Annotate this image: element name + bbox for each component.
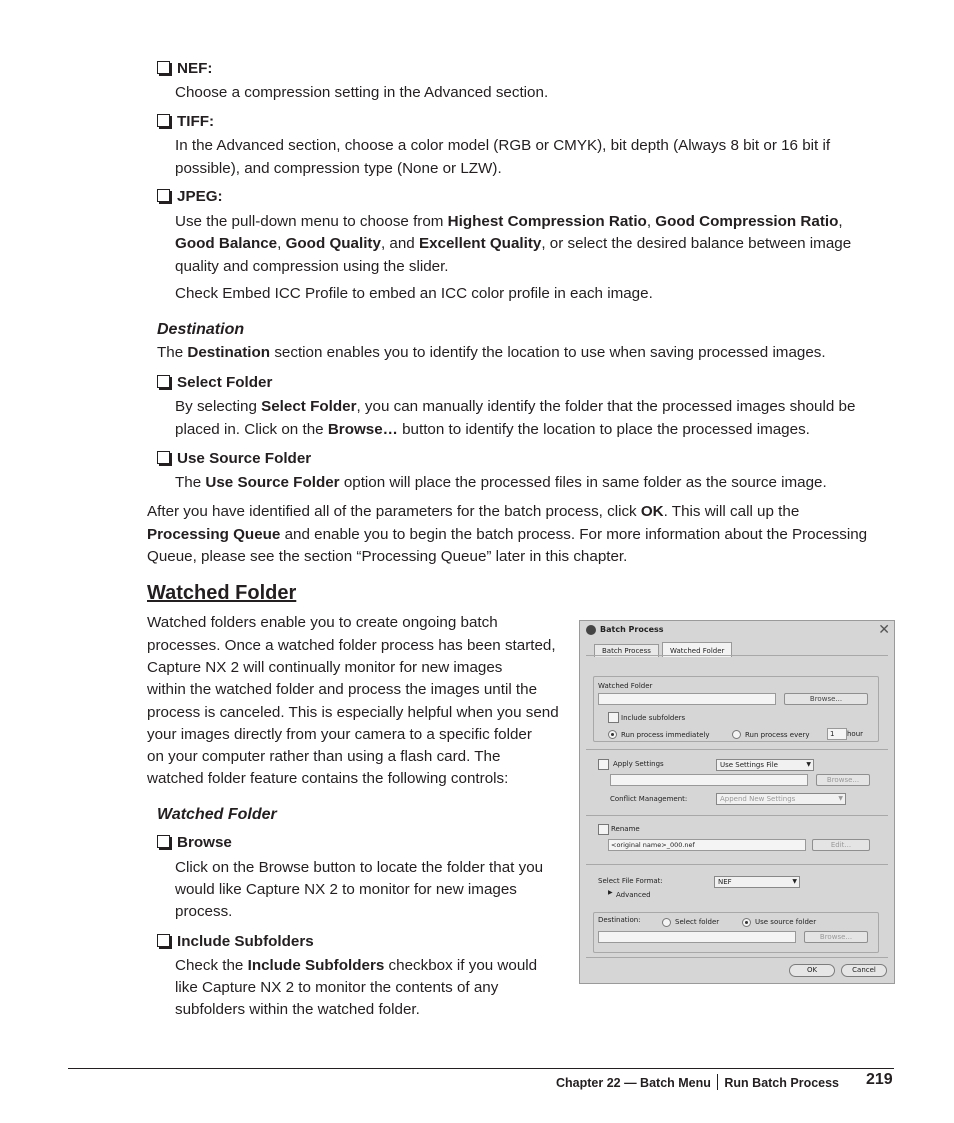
run-immediately-label: Run process immediately (621, 731, 710, 739)
text-run: Processing Queue (147, 526, 281, 543)
watched-intro-line: watched folder feature contains the following controls: (147, 770, 509, 787)
expand-triangle-icon[interactable]: ▶ (608, 889, 613, 896)
select-folder-line (175, 396, 855, 419)
watched-intro-line: processes. Once a watched folder process has been started, (147, 637, 556, 654)
text-run: Good Quality (285, 235, 381, 252)
checkbox-bullet-icon (157, 375, 170, 388)
checkbox-bullet-icon (157, 189, 170, 202)
text-run: Include Subfolders (247, 957, 385, 974)
text-run: , and (380, 235, 419, 252)
text-run: OK (640, 503, 664, 520)
destination-browse-button[interactable]: Browse... (804, 931, 868, 943)
text-run: Use Source Folder (205, 474, 340, 491)
watched-folder-path-input[interactable] (598, 693, 776, 705)
include-subfolders-label: Include subfolders (621, 714, 686, 722)
watched-intro-line: on your computer rather than using a flash card. The (147, 748, 501, 765)
rename-label: Rename (611, 825, 640, 833)
footer-chapter-text: Chapter 22 — Batch Menu (556, 1076, 711, 1090)
checkbox-bullet-icon (157, 61, 170, 74)
apply-settings-label: Apply Settings (613, 760, 664, 768)
destination-path-input[interactable] (598, 931, 796, 943)
tab-batch-process[interactable]: Batch Process (594, 644, 659, 657)
include-line (175, 955, 537, 978)
jpeg-text-line: quality and compression using the slider. (175, 258, 449, 275)
apply-settings-checkbox[interactable] (598, 759, 609, 770)
text-run: Browse… (327, 421, 398, 438)
bullet-label: NEF: (177, 60, 213, 77)
text-run: , (838, 213, 843, 230)
text-run: Good Compression Ratio (655, 213, 839, 230)
text-run: , you can manually identify the folder that the processed images should be (356, 398, 856, 415)
run-every-radio[interactable] (732, 730, 741, 739)
tiff-text-line: possible), and compression type (None or LZW). (175, 160, 502, 177)
file-format-select[interactable]: NEF ▼ (714, 876, 800, 888)
text-run: . This will call up the (663, 503, 800, 520)
text-run: , (646, 213, 656, 230)
bullet-label: JPEG: (177, 188, 223, 205)
bullet-jpeg (157, 188, 223, 205)
section-divider (586, 749, 888, 750)
text-run: Use the pull-down menu to choose from (175, 213, 448, 230)
include-line: subfolders within the watched folder. (175, 1001, 420, 1018)
text-run: After you have identified all of the parameters for the batch process, click (147, 503, 641, 520)
watched-intro-line: process is canceled. This is especially helpful when you send (147, 704, 559, 721)
checkbox-bullet-icon (157, 934, 170, 947)
nef-text: Choose a compression setting in the Advanced section. (175, 84, 549, 101)
cancel-button[interactable]: Cancel (841, 964, 887, 977)
section-divider (586, 864, 888, 865)
bullet-label: Browse (177, 834, 232, 851)
rename-checkbox[interactable] (598, 824, 609, 835)
tab-divider (586, 655, 888, 656)
after-line: Queue, please see the section “Processing Queue” later in this chapter. (147, 548, 628, 565)
text-run: The (175, 474, 206, 491)
text-run: option will place the processed files in same folder as the source image. (339, 474, 827, 491)
text-run: Excellent Quality (418, 235, 542, 252)
nikon-logo-icon (586, 625, 596, 635)
bullet-browse (157, 834, 232, 851)
footer-section-text: Run Batch Process (724, 1076, 840, 1090)
watched-subheading: Watched Folder (157, 806, 277, 823)
watched-folder-heading: Watched Folder (147, 582, 297, 604)
include-line: like Capture NX 2 to monitor the contents of any (175, 979, 499, 996)
tiff-text-line: In the Advanced section, choose a color model (RGB or CMYK), bit depth (Always 8 bit or 16 bit if (175, 137, 831, 154)
text-run: checkbox if you would (384, 957, 538, 974)
rename-input[interactable]: <original name>_000.nef (608, 839, 806, 851)
browse-button[interactable]: Browse... (784, 693, 868, 705)
text-run: button to identify the location to place the processed images. (397, 421, 810, 438)
include-subfolders-checkbox[interactable] (608, 712, 619, 723)
footer-chapter (556, 1074, 839, 1090)
use-source-folder-label: Use source folder (755, 918, 817, 926)
jpeg-text-line (175, 211, 843, 234)
checkbox-bullet-icon (157, 451, 170, 464)
bullet-select-folder (157, 374, 272, 391)
section-divider (586, 957, 888, 958)
select-folder-line (175, 419, 810, 442)
hour-label: hour (847, 730, 864, 738)
bullet-label: TIFF: (177, 113, 215, 130)
browse-line: Click on the Browse button to locate the folder that you (175, 859, 544, 876)
after-line (147, 501, 799, 524)
select-folder-radio[interactable] (662, 918, 671, 927)
watched-intro-line: within the watched folder and process the images until the (147, 681, 538, 698)
page-number: 219 (866, 1071, 893, 1088)
destination-label: Destination: (598, 916, 641, 924)
settings-browse-button[interactable]: Browse... (816, 774, 870, 786)
edit-button[interactable]: Edit... (812, 839, 870, 851)
browse-line: process. (175, 903, 233, 920)
settings-path-input[interactable] (610, 774, 808, 786)
batch-process-dialog (579, 620, 895, 984)
bullet-tiff (157, 113, 214, 130)
file-format-label: Select File Format: (598, 877, 663, 885)
tab-watched-folder[interactable]: Watched Folder (662, 642, 732, 657)
conflict-label: Conflict Management: (610, 795, 688, 803)
text-run: Good Balance (175, 235, 278, 252)
bullet-nef (157, 60, 212, 77)
bullet-label: Select Folder (177, 374, 273, 391)
bullet-use-source (157, 450, 311, 467)
jpeg-text-line: Check Embed ICC Profile to embed an ICC color profile in each image. (175, 285, 653, 302)
run-immediately-radio[interactable] (608, 730, 617, 739)
text-run: , (277, 235, 286, 252)
footer-divider (717, 1074, 719, 1090)
destination-intro (157, 342, 826, 365)
settings-select[interactable]: Use Settings File ▼ (716, 759, 814, 771)
destination-heading: Destination (157, 321, 245, 338)
watched-intro-line: your images directly from your camera to a specific folder (147, 726, 532, 743)
checkbox-bullet-icon (157, 114, 170, 127)
watched-intro-line: Capture NX 2 will continually monitor for new images (147, 659, 503, 676)
text-run: Select Folder (261, 398, 357, 415)
jpeg-text-line (175, 233, 851, 256)
text-run: Highest Compression Ratio (447, 213, 647, 230)
bullet-label: Include Subfolders (177, 933, 314, 950)
run-every-label: Run process every (745, 731, 810, 739)
bullet-label: Use Source Folder (177, 450, 312, 467)
browse-line: would like Capture NX 2 to monitor for new images (175, 881, 517, 898)
text-run: By selecting (175, 398, 262, 415)
checkbox-bullet-icon (157, 835, 170, 848)
text-run: and enable you to begin the batch process. For more information about the Processing (280, 526, 868, 543)
bullet-include (157, 933, 314, 950)
use-source-line (175, 472, 827, 495)
dialog-title: Batch Process (600, 625, 664, 634)
ok-button[interactable]: OK (789, 964, 835, 977)
group-label-watched: Watched Folder (598, 682, 653, 690)
run-every-input[interactable]: 1 (827, 728, 847, 740)
after-line (147, 524, 867, 547)
text-run: Check the (175, 957, 248, 974)
use-source-folder-radio[interactable] (742, 918, 751, 927)
section-divider (586, 815, 888, 816)
advanced-label[interactable]: Advanced (616, 891, 651, 899)
text-run: The (157, 344, 188, 361)
text-run: Destination (187, 344, 271, 361)
watched-intro-line: Watched folders enable you to create ongoing batch (147, 614, 498, 631)
footer-rule (68, 1068, 894, 1069)
text-run: section enables you to identify the location to use when saving processed images. (270, 344, 826, 361)
select-folder-label: Select folder (675, 918, 720, 926)
text-run: placed in. Click on the (175, 421, 328, 438)
text-run: , or select the desired balance between image (541, 235, 852, 252)
close-icon[interactable]: ✕ (878, 622, 890, 638)
conflict-select[interactable]: Append New Settings ▼ (716, 793, 846, 805)
